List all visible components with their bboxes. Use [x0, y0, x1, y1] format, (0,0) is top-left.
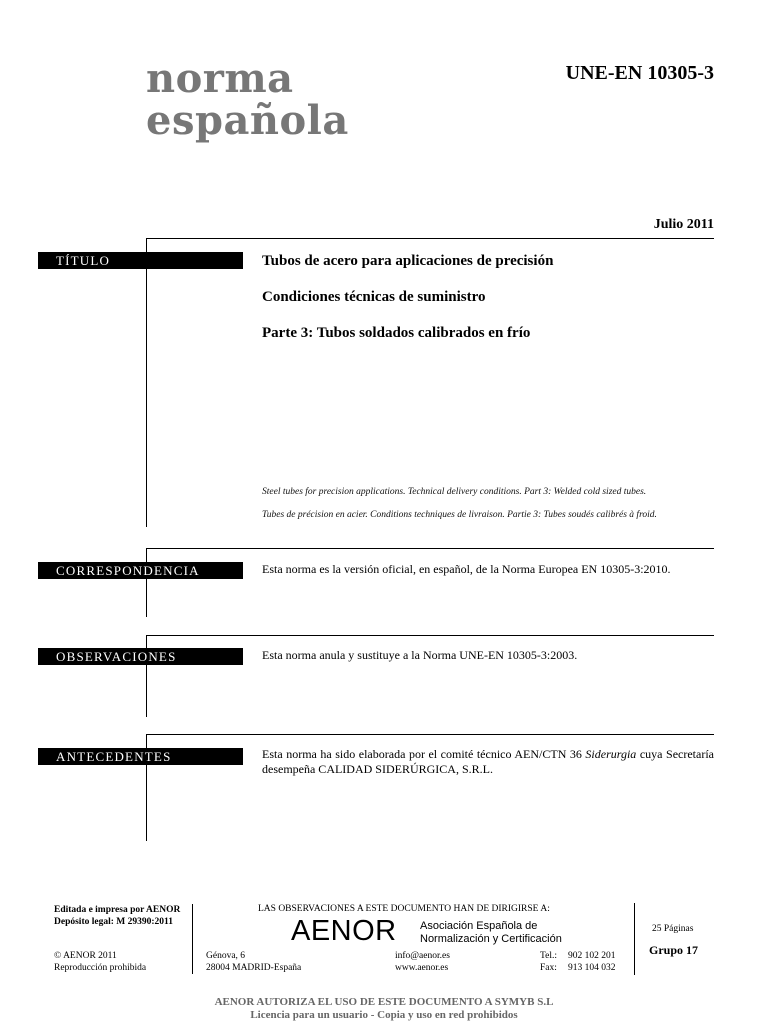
- section-rule-titulo: [146, 238, 147, 527]
- section-label-observaciones: OBSERVACIONES: [38, 648, 243, 665]
- org-name-line-1: Asociación Española de: [420, 920, 538, 932]
- title-spanish-sub: Condiciones técnicas de suministro: [262, 289, 486, 305]
- page-count: 25 Páginas: [652, 924, 694, 934]
- fax-number: 913 104 032: [568, 963, 616, 973]
- section-rule-correspondencia: [146, 548, 147, 617]
- antecedentes-text-end: cuya Secretaría desempeña CALIDAD SIDERÚRGICA, S.R.L.: [262, 747, 714, 776]
- footer-divider-left: [192, 904, 193, 974]
- section-label-antecedentes: ANTECEDENTES: [38, 748, 243, 765]
- section-divider-titulo: [146, 238, 714, 239]
- document-brand: [146, 55, 349, 144]
- contact-website: www.aenor.es: [395, 963, 449, 973]
- fax-label: Fax:: [540, 963, 557, 973]
- footer-divider-right: [634, 903, 635, 975]
- edited-by: Editada e impresa por AENOR: [54, 905, 181, 915]
- antecedentes-text-start: Esta norma ha sido elaborada por el comité técnico AEN/CTN 36: [262, 747, 586, 761]
- address-city: 28004 MADRID-España: [206, 963, 302, 973]
- section-divider-correspondencia: [146, 548, 714, 549]
- section-divider-observaciones: [146, 635, 714, 636]
- brand-line-2: española: [146, 97, 349, 144]
- observaciones-text: Esta norma anula y sustituye a la Norma UNE-EN 10305-3:2003.: [262, 648, 578, 662]
- tel-number: 902 102 201: [568, 951, 616, 961]
- antecedentes-text: [262, 747, 714, 777]
- correspondencia-text: Esta norma es la versión oficial, en español, de la Norma Europea EN 10305-3:2010.: [262, 562, 671, 576]
- contact-email: info@aenor.es: [395, 951, 450, 961]
- section-label-titulo: TÍTULO: [38, 252, 243, 269]
- section-label-correspondencia: CORRESPONDENCIA: [38, 562, 243, 579]
- observations-heading: LAS OBSERVACIONES A ESTE DOCUMENTO HAN DE DIRIGIRSE A:: [258, 904, 550, 914]
- title-french: Tubes de précision en acier. Conditions techniques de livraison. Partie 3: Tubes soudés calibrés à froid.: [262, 510, 657, 520]
- section-divider-antecedentes: [146, 734, 714, 735]
- title-english: Steel tubes for precision applications. Technical delivery conditions. Part 3: Welded cold sized tubes.: [262, 487, 647, 497]
- brand-line-1: norma: [146, 55, 294, 102]
- legal-deposit: Depósito legal: M 29390:2011: [54, 917, 174, 927]
- antecedentes-committee-name: Siderurgia: [585, 747, 637, 761]
- license-restriction: Licencia para un usuario - Copia y uso en red prohibidos: [250, 1009, 518, 1021]
- standard-code: UNE-EN 10305-3: [565, 62, 714, 84]
- copyright: © AENOR 2011: [54, 951, 117, 961]
- aenor-org-name: [420, 920, 562, 946]
- tel-label: Tel.:: [540, 951, 558, 961]
- reproduction-notice: Reproducción prohibida: [54, 963, 147, 973]
- price-group: Grupo 17: [649, 943, 699, 957]
- license-notice: AENOR AUTORIZA EL USO DE ESTE DOCUMENTO A SYMYB S.L: [214, 996, 554, 1008]
- publication-date: Julio 2011: [653, 217, 714, 232]
- aenor-logo: AENOR: [291, 915, 397, 947]
- org-name-line-2: Normalización y Certificación: [420, 933, 562, 945]
- title-spanish-part: Parte 3: Tubos soldados calibrados en frío: [262, 325, 531, 341]
- address-street: Génova, 6: [206, 951, 246, 961]
- title-spanish-main: Tubos de acero para aplicaciones de precisión: [262, 253, 554, 269]
